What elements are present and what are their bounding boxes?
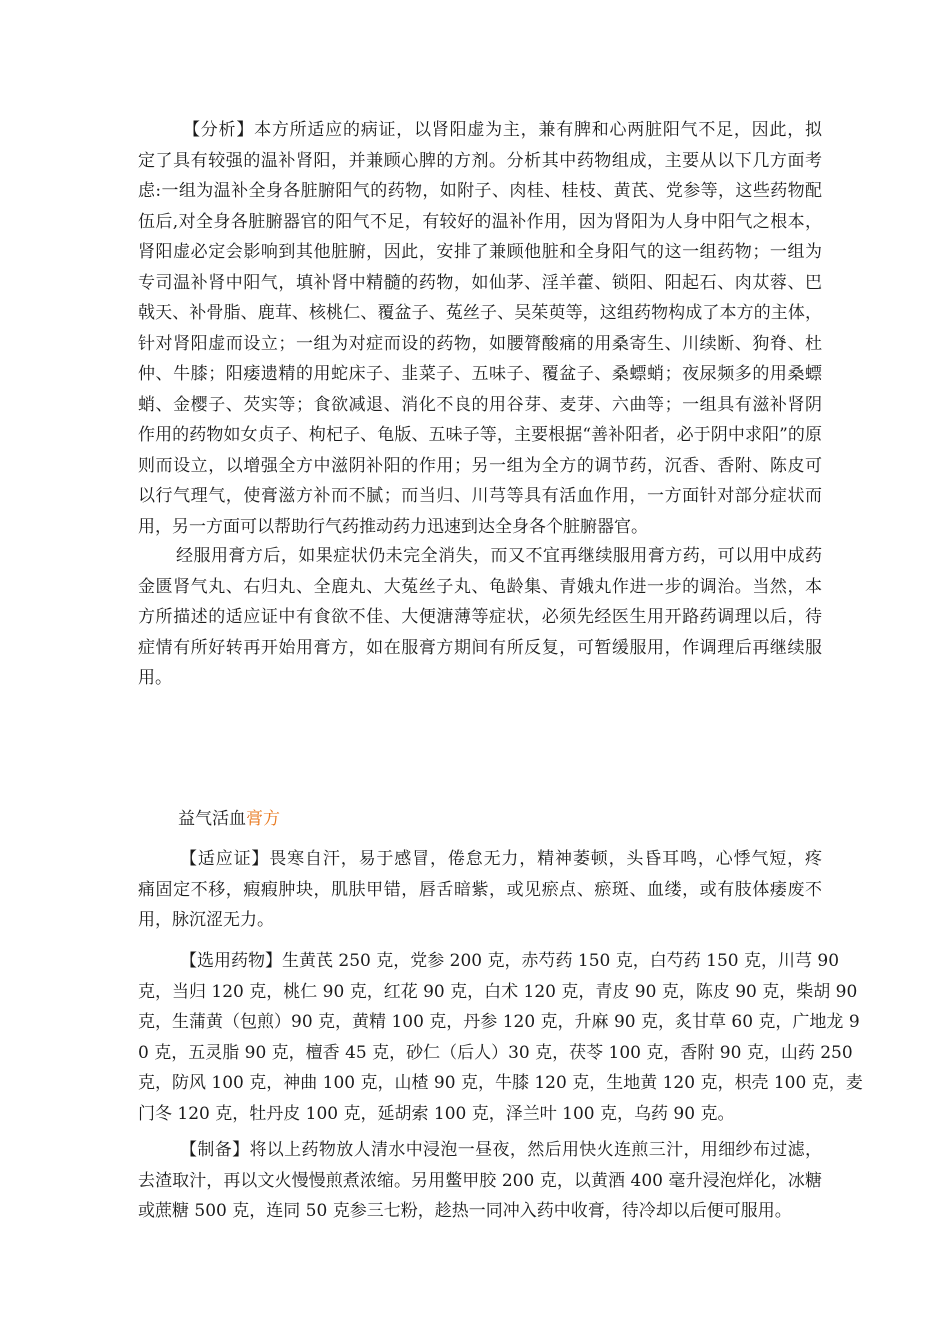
text-line: 虑:一组为温补全身各脏腑阳气的药物，如附子、肉桂、桂枝、黄芪、党参等，这些药物配	[138, 181, 822, 201]
text-line: 方所描述的适应证中有食欲不佳、大便溏薄等症状，必须先经医生用开路药调理以后，待	[138, 607, 822, 627]
text-line: 金匮肾气丸、右归丸、全鹿丸、大菟丝子丸、龟龄集、青娥丸作进一步的调治。当然，本	[138, 576, 822, 597]
text-line: 定了具有较强的温补肾阳，并兼顾心脾的方剂。分析其中药物组成，主要从以下几方面考	[138, 150, 822, 171]
text-line: 蛸、金樱子、芡实等；食欲减退、消化不良的用谷芽、麦芽、六曲等；一组具有滋补肾阴	[138, 394, 822, 415]
text-line: 以行气理气，使膏滋方补而不腻；而当归、川芎等具有活血作用，一方面针对部分症状而	[138, 486, 822, 506]
section-title-accent: 膏方	[246, 809, 280, 829]
text-line: 【制备】将以上药物放人清水中浸泡一昼夜，然后用快火连煎三汁，用细纱布过滤，	[180, 1140, 822, 1160]
text-line: 痛固定不移，瘕瘕肿块，肌肤甲错，唇舌暗紫，或见瘀点、瘀斑、血缕，或有肢体痿废不	[138, 879, 822, 900]
text-line: 克，当归 120 克，桃仁 90 克，红花 90 克，白术 120 克，青皮 90 克，陈皮 90 克，柴胡 90	[138, 981, 858, 1002]
text-line: 【选用药物】生黄芪 250 克，党参 200 克，赤芍药 150 克，白芍药 150 克，川芎 90	[180, 951, 840, 971]
text-line: 症情有所好转再开始用膏方，如在服膏方期间有所反复，可暂缓服用，作调理后再继续服	[138, 637, 822, 658]
text-line: 0 克，五灵脂 90 克，檀香 45 克，砂仁（后人）30 克，茯苓 100 克，香附 90 克，山药 250	[138, 1042, 853, 1063]
text-line: 针对肾阳虚而设立；一组为对症而设的药物，如腰膂酸痛的用桑寄生、川续断、狗脊、杜	[138, 333, 822, 354]
text-line: 用。	[138, 668, 172, 688]
text-line: 肾阳虚必定会影响到其他脏腑，因此，安排了兼顾他脏和全身阳气的这一组药物；一组为	[138, 242, 822, 262]
text-line: 伍后,对全身各脏腑器官的阳气不足，有较好的温补作用，因为肾阳为人身中阳气之根本，	[138, 211, 822, 232]
text-line: 用，另一方面可以帮助行气药推动药力迅速到达全身各个脏腑器官。	[138, 516, 648, 537]
followup-paragraph	[138, 541, 822, 694]
text-line: 或蔗糖 500 克，连同 50 克参三七粉，趁热一同冲入药中收膏，待冷却以后便可服用。	[138, 1201, 792, 1221]
text-line: 克，生蒲黄（包煎）90 克，黄精 100 克，丹参 120 克，升麻 90 克，炙甘草 60 克，广地龙 9	[138, 1012, 860, 1032]
text-line: 经服用膏方后，如果症状仍未完全消失，而又不宜再继续服用膏方药，可以用中成药	[176, 546, 822, 566]
text-line: 去渣取汁，再以文火慢慢煎煮浓缩。另用鳖甲胶 200 克，以黄酒 400 毫升浸泡烊化，冰糖	[138, 1170, 822, 1191]
text-line: 作用的药物如女贞子、枸杞子、龟版、五味子等，主要根据“善补阳者，必于阴中求阳”的原	[138, 425, 822, 445]
text-line: 【适应证】畏寒自汗，易于感冒，倦怠无力，精神萎顿，头昏耳鸣，心悸气短，疼	[180, 849, 822, 869]
text-line: 戟天、补骨脂、鹿茸、核桃仁、覆盆子、菟丝子、吴茱萸等，这组药物构成了本方的主体，	[138, 303, 822, 323]
text-line: 则而设立，以增强全方中滋阴补阳的作用；另一组为全方的调节药，沉香、香附、陈皮可	[138, 455, 822, 476]
text-line: 克，防风 100 克，神曲 100 克，山楂 90 克，牛膝 120 克，生地黄 120 克，枳壳 100 克，麦	[138, 1073, 863, 1093]
text-line: 【分析】本方所适应的病证，以肾阳虚为主，兼有脾和心两脏阳气不足，因此，拟	[183, 120, 822, 140]
indications-paragraph	[138, 844, 822, 936]
analysis-paragraph	[138, 115, 822, 542]
section-title	[178, 804, 280, 829]
text-line: 仲、牛膝；阳痿遗精的用蛇床子、韭菜子、五味子、覆盆子、桑螵蛸；夜尿频多的用桑螵	[138, 364, 822, 384]
section-title-main: 益气活血	[178, 809, 246, 829]
text-line: 专司温补肾中阳气，填补肾中精髓的药物，如仙茅、淫羊藿、锁阳、阳起石、肉苁蓉、巴	[138, 272, 822, 293]
text-line: 门冬 120 克，牡丹皮 100 克，延胡索 100 克，泽兰叶 100 克，乌药 90 克。	[138, 1103, 735, 1124]
herbs-paragraph	[138, 946, 863, 1129]
text-line: 用，脉沉涩无力。	[138, 910, 274, 930]
preparation-paragraph	[138, 1135, 822, 1227]
